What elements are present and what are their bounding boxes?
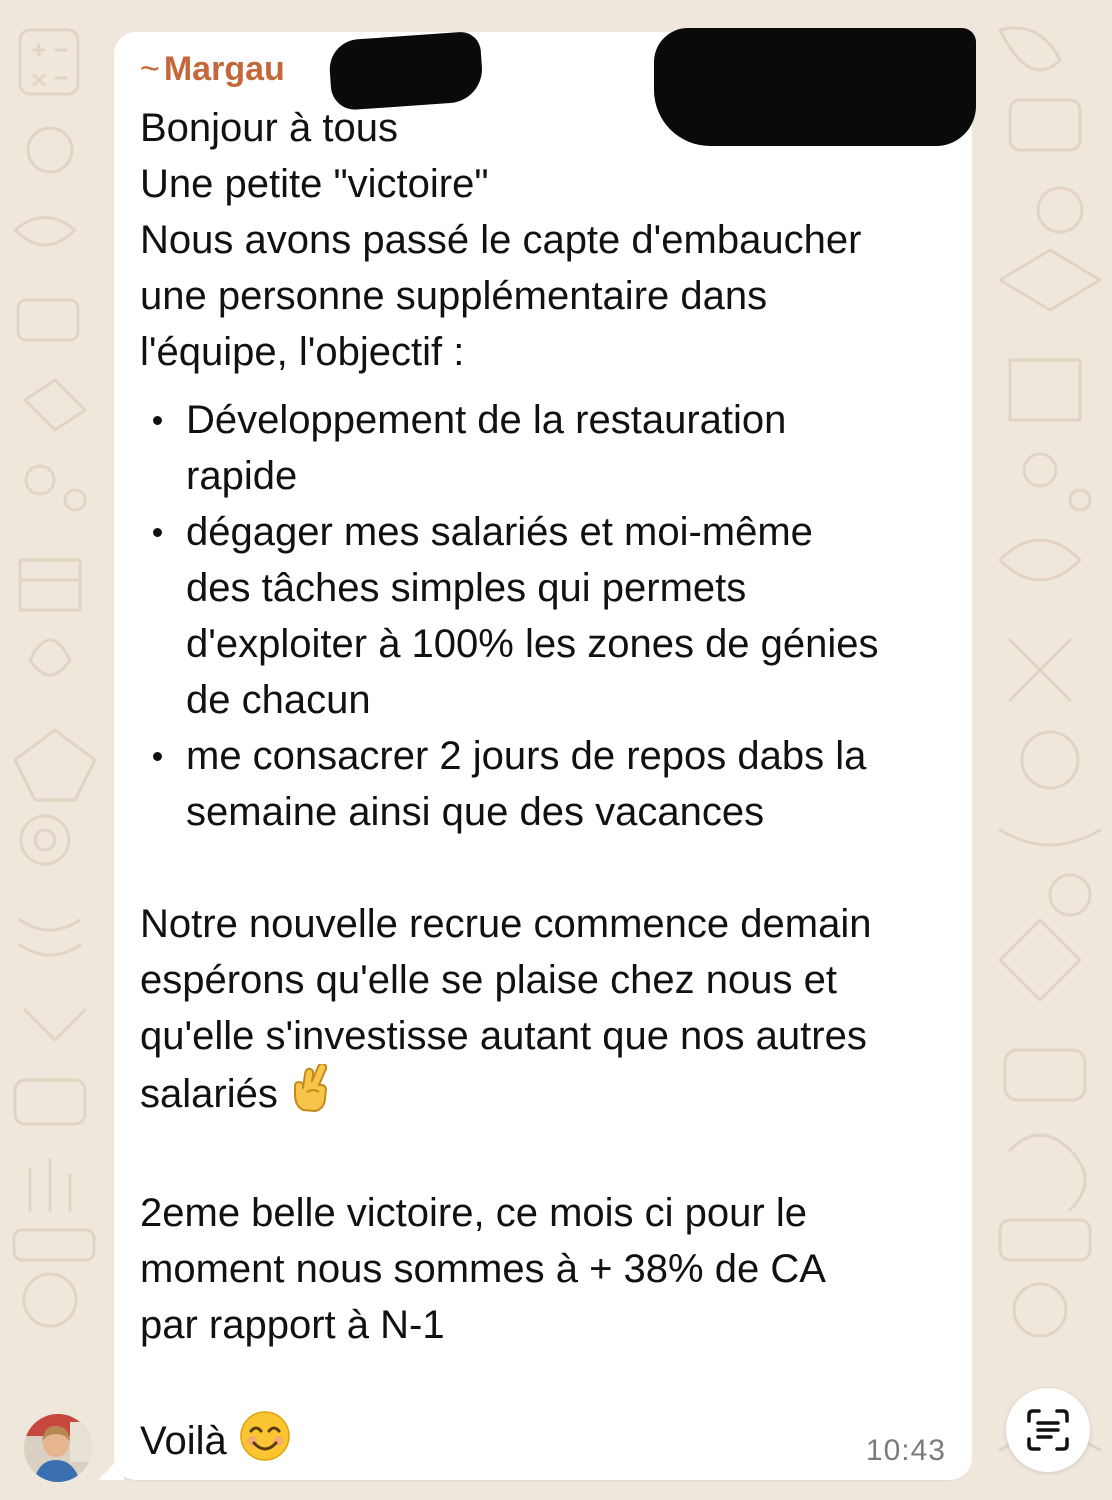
list-item-line: me consacrer 2 jours de repos dabs la (186, 734, 867, 778)
list-item (140, 504, 960, 728)
message-line: qu'elle s'investisse autant que nos autres (140, 1014, 867, 1058)
message-text (140, 100, 960, 1478)
objective-list (140, 392, 960, 840)
message-line: par rapport à N-1 (140, 1303, 445, 1347)
list-item-line: semaine ainsi que des vacances (186, 790, 765, 834)
list-item-line: rapide (186, 454, 298, 498)
sender-prefix: ~ (140, 50, 160, 88)
message-line: moment nous sommes à + 38% de CA (140, 1247, 826, 1291)
smiling-face-emoji (238, 1409, 292, 1478)
list-item (140, 728, 960, 840)
message-line: Une petite "victoire" (140, 162, 489, 206)
list-item-line: d'exploiter à 100% les zones de génies (186, 622, 879, 666)
message-line-with-emoji (140, 1064, 960, 1129)
list-item-line: de chacun (186, 678, 371, 722)
sender-label: Margau (163, 50, 285, 88)
message-timestamp: 10:43 (865, 1434, 946, 1467)
list-item-line: dégager mes salariés et moi-même (186, 510, 813, 554)
message-line: 2eme belle victoire, ce mois ci pour le (140, 1191, 807, 1235)
scan-text-icon (1025, 1407, 1071, 1453)
message-line: l'équipe, l'objectif : (140, 330, 465, 374)
message-line: Voilà (140, 1419, 227, 1464)
message-line: espérons qu'elle se plaise chez nous et (140, 958, 837, 1002)
sender-name[interactable] (140, 50, 285, 89)
message-line: une personne supplémentaire dans (140, 274, 768, 318)
message-line: Bonjour à tous (140, 106, 398, 150)
paragraph-gap (140, 840, 960, 896)
message-line: salariés (140, 1072, 278, 1117)
message-bubble[interactable] (114, 32, 972, 1480)
message-line-with-emoji (140, 1409, 960, 1478)
message-line: Notre nouvelle recrue commence demain (140, 902, 872, 946)
paragraph-gap (140, 1129, 960, 1185)
list-item (140, 392, 960, 504)
list-item-line: des tâches simples qui permets (186, 566, 747, 610)
list-item-line: Développement de la restauration (186, 398, 787, 442)
avatar[interactable] (24, 1414, 92, 1482)
paragraph-gap (140, 1353, 960, 1409)
message-line: Nous avons passé le capte d'embaucher (140, 218, 862, 262)
crossed-fingers-emoji (289, 1064, 333, 1129)
scan-text-button[interactable] (1006, 1388, 1090, 1472)
